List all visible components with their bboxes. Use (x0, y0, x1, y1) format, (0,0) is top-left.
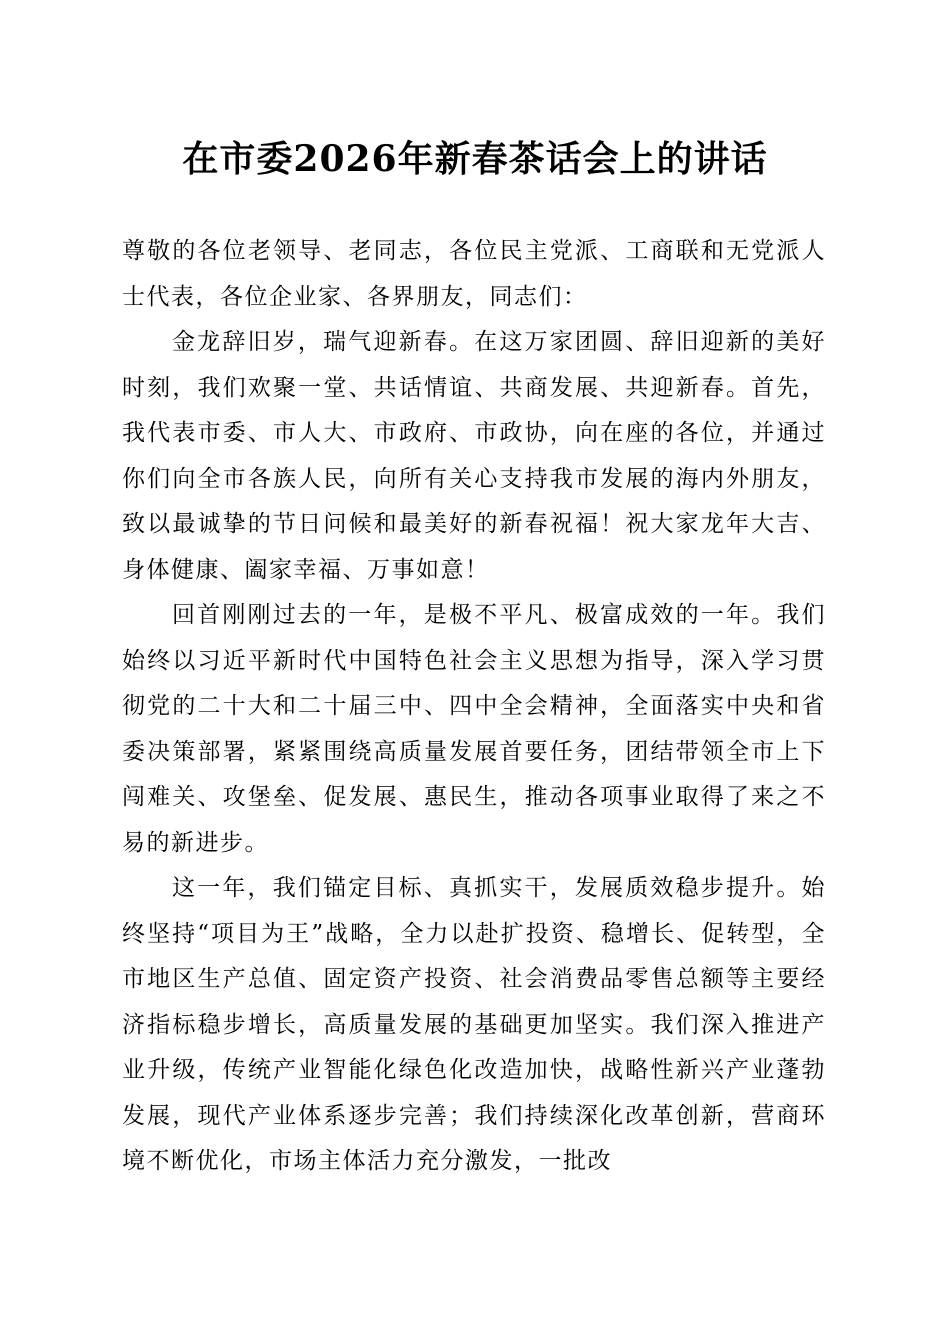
page-title: 在市委2026年新春茶话会上的讲话 (182, 138, 768, 180)
paragraph-review: 回首刚刚过去的一年，是极不平凡、极富成效的一年。我们始终以习近平新时代中国特色社会主义思想为指导，深入学习贯彻党的二十大和二十届三中、四中全会精神，全面落实中央和省委决策部署，紧紧围绕高质量发展首要任务，团结带领全市上下闯难关、攻堡垒、促发展、惠民生，推动各项事业取得了来之不易的新进步。 (122, 602, 826, 856)
speech-body (122, 229, 826, 1185)
paragraph-greeting: 金龙辞旧岁，瑞气迎新春。在这万家团圆、辞旧迎新的美好时刻，我们欢聚一堂、共话情谊、共商发展、共迎新春。首先，我代表市委、市人大、市政府、市政协，向在座的各位，并通过你们向全市各族人民，向所有关心支持我市发展的海内外朋友，致以最诚挚的节日问候和最美好的新春祝福！祝大家龙年大吉、身体健康、阖家幸福、万事如意！ (122, 329, 826, 583)
paragraph-achievements: 这一年，我们锚定目标、真抓实干，发展质效稳步提升。始终坚持“项目为王”战略，全力以赴扩投资、稳增长、促转型，全市地区生产总值、固定资产投资、社会消费品零售总额等主要经济指标稳步增长，高质量发展的基础更加坚实。我们深入推进产业升级，传统产业智能化绿色化改造加快，战略性新兴产业蓬勃发展，现代产业体系逐步完善；我们持续深化改革创新，营商环境不断优化，市场主体活力充分激发，一批改 (122, 875, 826, 1174)
salutation: 尊敬的各位老领导、老同志，各位民主党派、工商联和无党派人士代表，各位企业家、各界朋友，同志们： (122, 238, 826, 310)
